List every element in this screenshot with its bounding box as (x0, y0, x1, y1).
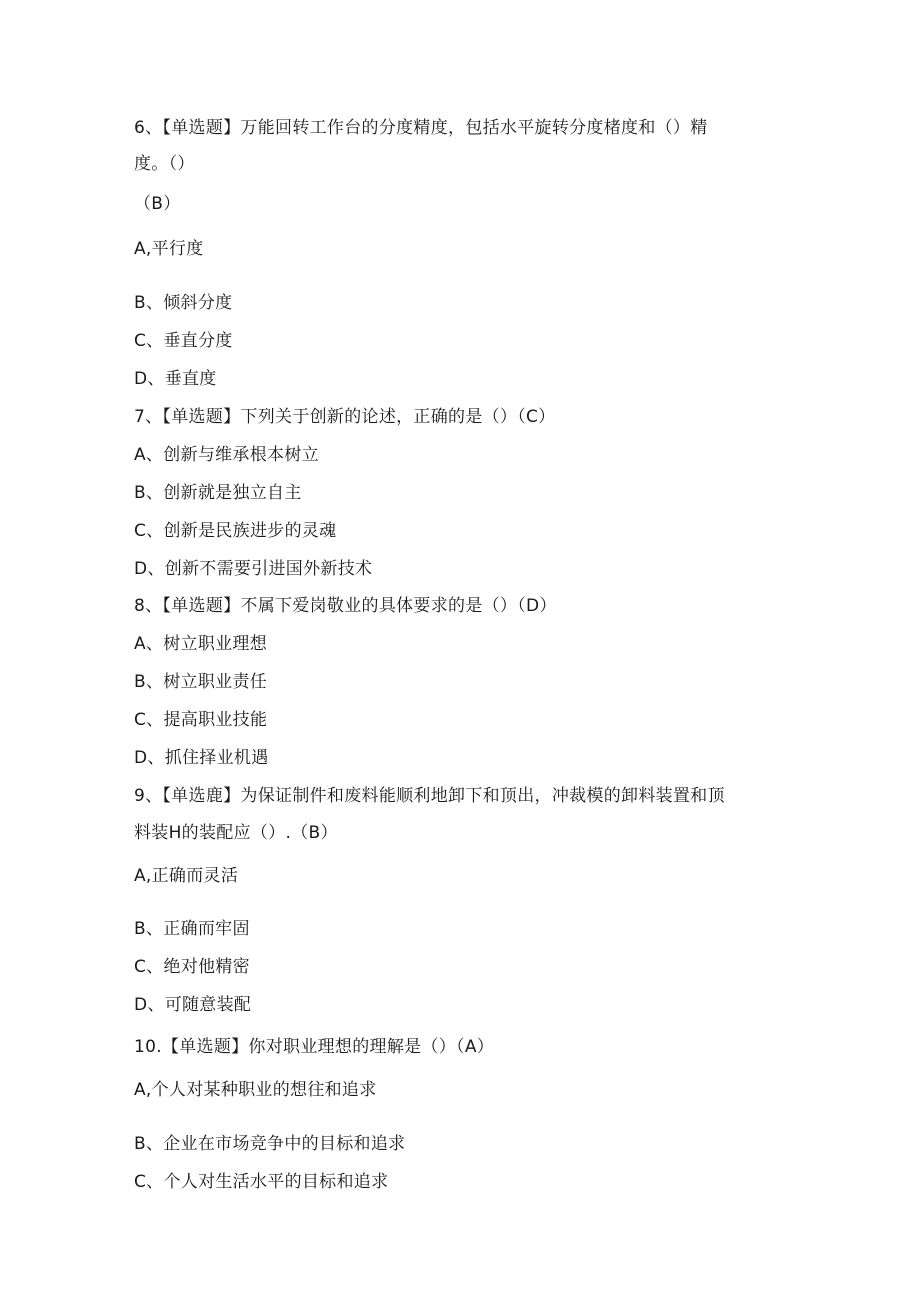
question-10-option-c: C、个人对生活水平的目标和追求 (134, 1172, 389, 1192)
question-6-option-c: C、垂直分度 (134, 331, 233, 351)
question-7-option-a: A、创新与维承根本树立 (134, 445, 319, 465)
question-8-option-b: B、树立职业责任 (134, 672, 268, 692)
question-6-answer: （B） (134, 194, 181, 214)
question-6-option-a: A,平行度 (134, 239, 204, 259)
question-10-option-a: A,个人对某种职业的想往和追求 (134, 1080, 377, 1100)
question-9-option-c: C、绝对他精密 (134, 957, 250, 977)
question-9-stem-line-1: 9、【单选鹿】为保证制件和废料能顺利地卸下和顶出，冲裁模的卸料装置和顶 (134, 786, 725, 806)
question-7-option-d: D、创新不需要引进国外新技术 (134, 559, 373, 579)
question-6-stem-line-1: 6、【单选题】万能回转工作台的分度精度，包括水平旋转分度楮度和（）精 (134, 118, 708, 138)
question-9-stem-line-2: 料装H的装配应（）.（B） (134, 823, 338, 843)
question-7-option-c: C、创新是民族进步的灵魂 (134, 521, 337, 541)
question-9-option-d: D、可随意装配 (134, 995, 252, 1015)
question-7-option-b: B、创新就是独立自主 (134, 483, 302, 503)
question-8-stem: 8、【单选题】不属下爱岗敬业的具体要求的是（）（D） (134, 596, 557, 616)
question-8-option-d: D、抓住择业机遇 (134, 748, 269, 768)
question-7-stem: 7、【单选题】下列关于创新的论述，正确的是（）（C） (134, 407, 556, 427)
question-10-stem: 10.【单选题】你对职业理想的理解是（）（A） (134, 1037, 495, 1057)
question-6-option-d: D、垂直度 (134, 369, 217, 389)
question-9-option-a: A,正确而灵活 (134, 866, 239, 886)
question-8-option-a: A、树立职业理想 (134, 634, 268, 654)
question-8-option-c: C、提高职业技能 (134, 710, 268, 730)
question-6-stem-line-2: 度。（） (134, 154, 195, 174)
question-9-option-b: B、正确而牢固 (134, 919, 250, 939)
question-6-option-b: B、倾斜分度 (134, 293, 233, 313)
question-10-option-b: B、企业在市场竞争中的目标和追求 (134, 1134, 406, 1154)
